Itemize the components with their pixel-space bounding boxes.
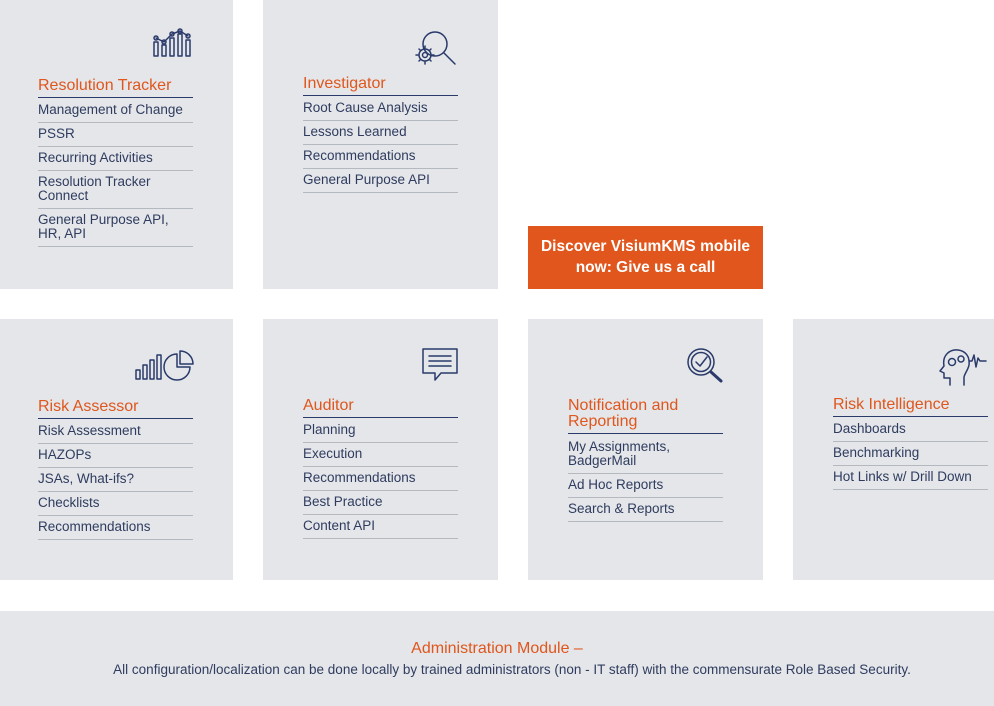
list-item[interactable]: Resolution Tracker Connect — [38, 171, 193, 209]
card-investigator — [263, 0, 498, 289]
list-item[interactable]: Lessons Learned — [303, 121, 458, 145]
list-item[interactable]: Planning — [303, 419, 458, 443]
card-notification-reporting — [528, 319, 763, 580]
list-item[interactable]: Hot Links w/ Drill Down — [833, 466, 988, 490]
list-item[interactable]: My Assignments, BadgerMail — [568, 436, 723, 474]
admin-module-description: All configuration/localization can be done locally by trained administrators (non - IT staff) with the commensurate Role Based Security. — [113, 662, 911, 677]
list-item[interactable]: Dashboards — [833, 418, 988, 442]
card-item-list — [38, 99, 193, 247]
card-auditor — [263, 319, 498, 580]
list-item[interactable]: Execution — [303, 443, 458, 467]
card-title: Auditor — [303, 398, 458, 418]
list-item[interactable]: Benchmarking — [833, 442, 988, 466]
list-item[interactable]: JSAs, What-ifs? — [38, 468, 193, 492]
bar-pie-chart-icon — [134, 350, 196, 382]
head-gears-icon — [936, 347, 988, 387]
list-item[interactable]: Risk Assessment — [38, 420, 193, 444]
list-item[interactable]: General Purpose API — [303, 169, 458, 193]
list-item[interactable]: Checklists — [38, 492, 193, 516]
card-item-list — [568, 436, 723, 522]
admin-module-banner — [0, 611, 994, 706]
card-risk-assessor — [0, 319, 233, 580]
card-title: Investigator — [303, 76, 458, 96]
list-item[interactable]: PSSR — [38, 123, 193, 147]
list-item[interactable]: Search & Reports — [568, 498, 723, 522]
card-item-list — [833, 418, 988, 490]
list-item[interactable]: Recommendations — [303, 467, 458, 491]
card-title: Risk Assessor — [38, 399, 193, 419]
card-title: Notification and Reporting — [568, 398, 723, 434]
card-resolution-tracker — [0, 0, 233, 289]
list-item[interactable]: General Purpose API, HR, API — [38, 209, 193, 247]
card-item-list — [303, 97, 458, 193]
analytics-chart-icon — [152, 28, 194, 58]
list-item[interactable]: Management of Change — [38, 99, 193, 123]
list-item[interactable]: Root Cause Analysis — [303, 97, 458, 121]
card-risk-intelligence — [793, 319, 994, 580]
gear-magnifier-icon — [411, 30, 459, 68]
list-item[interactable]: Recurring Activities — [38, 147, 193, 171]
list-item[interactable]: Best Practice — [303, 491, 458, 515]
card-title: Resolution Tracker — [38, 78, 193, 98]
list-item[interactable]: Recommendations — [38, 516, 193, 540]
card-item-list — [303, 419, 458, 539]
list-item[interactable]: HAZOPs — [38, 444, 193, 468]
admin-module-title: Administration Module – — [411, 640, 583, 657]
list-item[interactable]: Ad Hoc Reports — [568, 474, 723, 498]
list-item[interactable]: Content API — [303, 515, 458, 539]
card-title: Risk Intelligence — [833, 397, 988, 417]
speech-document-icon — [421, 347, 459, 383]
discover-mobile-button[interactable]: Discover VisiumKMS mobile now: Give us a call — [528, 226, 763, 289]
list-item[interactable]: Recommendations — [303, 145, 458, 169]
card-item-list — [38, 420, 193, 540]
check-magnifier-icon — [684, 347, 724, 383]
